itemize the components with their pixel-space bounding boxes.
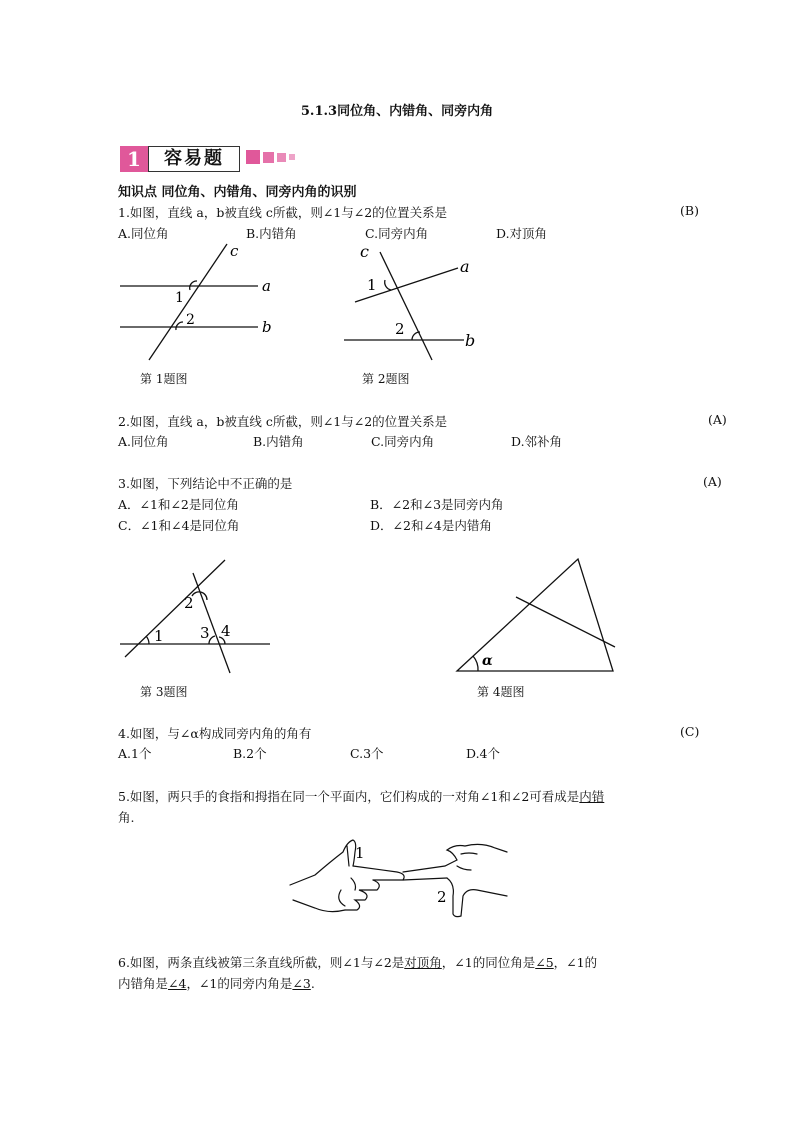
q5-line2: 角. <box>118 810 135 825</box>
q1-stem: 1.如图，直线 a，b被直线 c所截，则∠1与∠2的位置关系是 <box>118 205 448 220</box>
fig3-label-2: 2 <box>184 594 194 612</box>
figure-3 <box>115 555 280 680</box>
fig1-label-1: 1 <box>175 290 184 306</box>
q6-text: 6.如图，两条直线被第三条直线所截，则∠1与∠2是 <box>118 955 405 970</box>
q3-option-b: B．∠2和∠3是同旁内角 <box>370 497 504 512</box>
q6-line2 <box>118 974 315 992</box>
q6-text: ，∠1的同旁内角是 <box>186 976 293 991</box>
q6-answer-4: ∠3 <box>292 976 311 991</box>
q2-option-d: D.邻补角 <box>511 434 563 449</box>
fig1-label-c: c <box>230 242 239 260</box>
banner-square <box>277 153 286 162</box>
fig2-label-c: c <box>360 242 369 261</box>
q4-option-b: B.2个 <box>233 746 267 761</box>
q6-answer-3: ∠4 <box>168 976 187 991</box>
q3-option-d: D．∠2和∠4是内错角 <box>370 518 492 533</box>
q3-answer: (A) <box>703 474 722 489</box>
q4-answer: (C) <box>680 724 700 739</box>
fig3-label-1: 1 <box>154 627 164 645</box>
q3-option-c: C．∠1和∠4是同位角 <box>118 518 240 533</box>
banner-label: 容易题 <box>148 146 240 172</box>
knowledge-point: 知识点 同位角、内错角、同旁内角的识别 <box>118 185 357 200</box>
q1-option-c: C.同旁内角 <box>365 226 429 241</box>
page-title: 5.1.3同位角、内错角、同旁内角 <box>300 104 494 119</box>
figure-1 <box>110 240 290 365</box>
q2-option-b: B.内错角 <box>253 434 304 449</box>
banner-square <box>289 154 295 160</box>
q4-option-d: D.4个 <box>466 746 501 761</box>
q1-answer: (B) <box>680 203 699 218</box>
fig3-label-3: 3 <box>200 624 210 642</box>
q5-text: 5.如图，两只手的食指和拇指在同一个平面内，它们构成的一对角∠1和∠2可看成是 <box>118 789 580 804</box>
fig4-caption: 第 4题图 <box>477 685 525 699</box>
q6-text: . <box>310 976 315 991</box>
q6-answer-1: 对顶角 <box>404 955 442 970</box>
fig1-label-2: 2 <box>186 312 195 328</box>
fig1-caption: 第 1题图 <box>140 372 188 386</box>
q1-option-b: B.内错角 <box>246 226 297 241</box>
figure-5-hands <box>285 830 510 925</box>
banner-square <box>246 150 260 164</box>
q1-option-a: A.同位角 <box>118 226 169 241</box>
q2-option-c: C.同旁内角 <box>371 434 435 449</box>
banner-number: 1 <box>120 146 148 172</box>
fig2-label-2: 2 <box>395 320 405 338</box>
q5-answer: 内错 <box>579 789 605 804</box>
fig5-label-2: 2 <box>437 888 447 906</box>
q5-line1 <box>118 787 604 805</box>
banner-square <box>263 152 274 163</box>
q6-text: ，∠1的同位角是 <box>441 955 536 970</box>
q3-stem: 3.如图，下列结论中不正确的是 <box>118 476 293 491</box>
fig4-label-alpha: α <box>482 653 493 669</box>
fig5-label-1: 1 <box>355 844 365 862</box>
q6-answer-2: ∠5 <box>535 955 554 970</box>
q6-line1 <box>118 953 597 971</box>
q2-answer: (A) <box>708 412 727 427</box>
fig3-caption: 第 3题图 <box>140 685 188 699</box>
fig2-label-b: b <box>465 331 476 350</box>
fig2-label-1: 1 <box>367 276 377 294</box>
figure-4 <box>450 555 625 680</box>
q4-option-a: A.1个 <box>118 746 152 761</box>
q6-text: 内错角是 <box>118 976 169 991</box>
figure-2 <box>340 240 490 365</box>
fig1-label-a: a <box>262 277 271 295</box>
fig3-label-4: 4 <box>221 622 231 640</box>
q2-stem: 2.如图，直线 a，b被直线 c所截，则∠1与∠2的位置关系是 <box>118 414 448 429</box>
q6-text: ，∠1的 <box>553 955 598 970</box>
q4-option-c: C.3个 <box>350 746 384 761</box>
q4-stem: 4.如图，与∠α构成同旁内角的角有 <box>118 726 312 741</box>
fig2-caption: 第 2题图 <box>362 372 410 386</box>
q1-option-d: D.对顶角 <box>496 226 548 241</box>
q3-option-a: A．∠1和∠2是同位角 <box>118 497 239 512</box>
q2-option-a: A.同位角 <box>118 434 169 449</box>
fig1-label-b: b <box>262 318 272 336</box>
fig2-label-a: a <box>460 257 470 276</box>
